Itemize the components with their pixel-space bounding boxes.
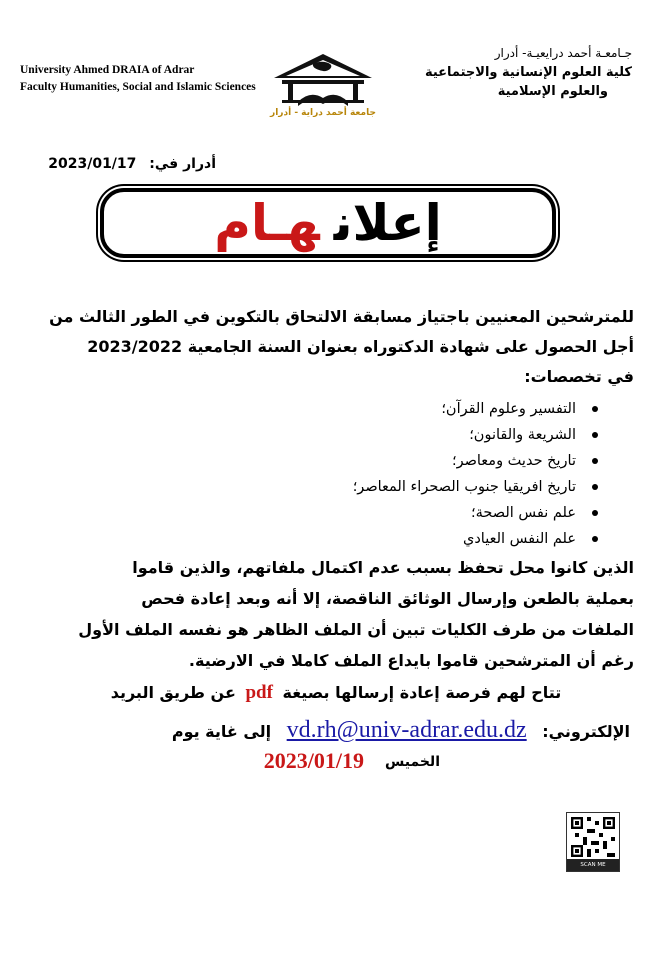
logo-emblem-icon [268, 50, 378, 110]
list-item [178, 448, 598, 474]
document-date [48, 156, 216, 172]
banner-title [214, 193, 442, 253]
specialization-label: علم نفس الصحة؛ [471, 505, 576, 521]
bullet-icon [592, 406, 598, 412]
email-link[interactable]: vd.rh@univ-adrar.edu.dz [286, 717, 527, 743]
list-item [178, 526, 598, 552]
faculty-name-ar-line1: كلية العلوم الإنسانية والاجتماعية [424, 65, 632, 80]
specialization-label: التفسير وعلوم القرآن؛ [441, 401, 576, 417]
deadline-day: الخميس [384, 754, 440, 770]
resubmission-channel: عن طريق البريد [110, 683, 236, 702]
faculty-name-ar-line2: والعلوم الإسلامية [497, 84, 608, 99]
resubmission-text: تتاح لهم فرصة إعادة إرسالها بصيغة [282, 683, 562, 702]
specialization-label: الشريعة والقانون؛ [469, 427, 576, 443]
body-paragraph [22, 552, 634, 676]
banner-word-announcement: إعلان [333, 194, 442, 252]
university-name-en: University Ahmed DRAIA of Adrar [20, 64, 195, 76]
email-label: الإلكتروني: [542, 722, 630, 741]
bullet-icon [592, 510, 598, 516]
banner-word-important: هـام [214, 194, 320, 252]
file-format: pdf [245, 682, 273, 703]
intro-line-1: للمترشحين المعنيين باجتياز مسابقة الالتحاق بالتكوين في الطور الثالث من [49, 307, 634, 326]
list-item [178, 422, 598, 448]
header-english [20, 62, 270, 96]
bullet-icon [592, 484, 598, 490]
email-row [10, 712, 630, 750]
header-arabic [382, 44, 632, 101]
body-line-1: الذين كانوا محل تحفظ بسبب عدم اكتمال ملفاتهم، والذين قاموا [132, 558, 634, 577]
intro-line-2-text: أجل الحصول على شهادة الدكتوراه بعنوان السنة الجامعية [187, 337, 634, 356]
bullet-icon [592, 536, 598, 542]
academic-year: 2023/2022 [87, 337, 183, 356]
date-label: أدرار في: [149, 156, 216, 172]
body-line-4: رغم أن المترشحين قاموا بايداع الملف كاملا في الارضية. [188, 651, 634, 670]
body-line-3: الملفات من طرف الكليات تبين أن الملف الظاهر هو نفسه الملف الأول [78, 620, 634, 639]
qr-caption: SCAN ME [567, 859, 619, 871]
specializations-list [178, 396, 598, 552]
qr-code-icon [571, 817, 615, 857]
university-name-ar: جـامعـة أحمد درايعيـة- أدرار [494, 46, 632, 60]
resubmission-notice [56, 678, 616, 708]
intro-paragraph [24, 302, 634, 392]
qr-code[interactable] [566, 812, 620, 872]
intro-line-2 [24, 332, 634, 362]
date-value: 2023/01/17 [48, 156, 137, 172]
list-item [178, 396, 598, 422]
list-item [178, 474, 598, 500]
deadline-date: 2023/01/19 [263, 748, 364, 773]
bullet-icon [592, 432, 598, 438]
specialization-label: تاريخ افريقيا جنوب الصحراء المعاصر؛ [352, 479, 576, 495]
announcement-banner [100, 188, 556, 258]
specialization-label: تاريخ حديث ومعاصر؛ [451, 453, 576, 469]
logo-caption: جامعة أحمد دراية - أدرار [270, 108, 376, 118]
intro-line-3: في تخصصات: [524, 367, 634, 386]
email-suffix: إلى غاية يوم [171, 722, 272, 741]
specialization-label: علم النفس العيادي [462, 531, 576, 547]
body-line-2: بعملية بالطعن وإرسال الوثائق الناقصة، إلا أنه وبعد إعادة فحص [141, 589, 634, 608]
bullet-icon [592, 458, 598, 464]
list-item [178, 500, 598, 526]
faculty-name-en: Faculty Humanities, Social and Islamic Sciences [20, 81, 256, 93]
